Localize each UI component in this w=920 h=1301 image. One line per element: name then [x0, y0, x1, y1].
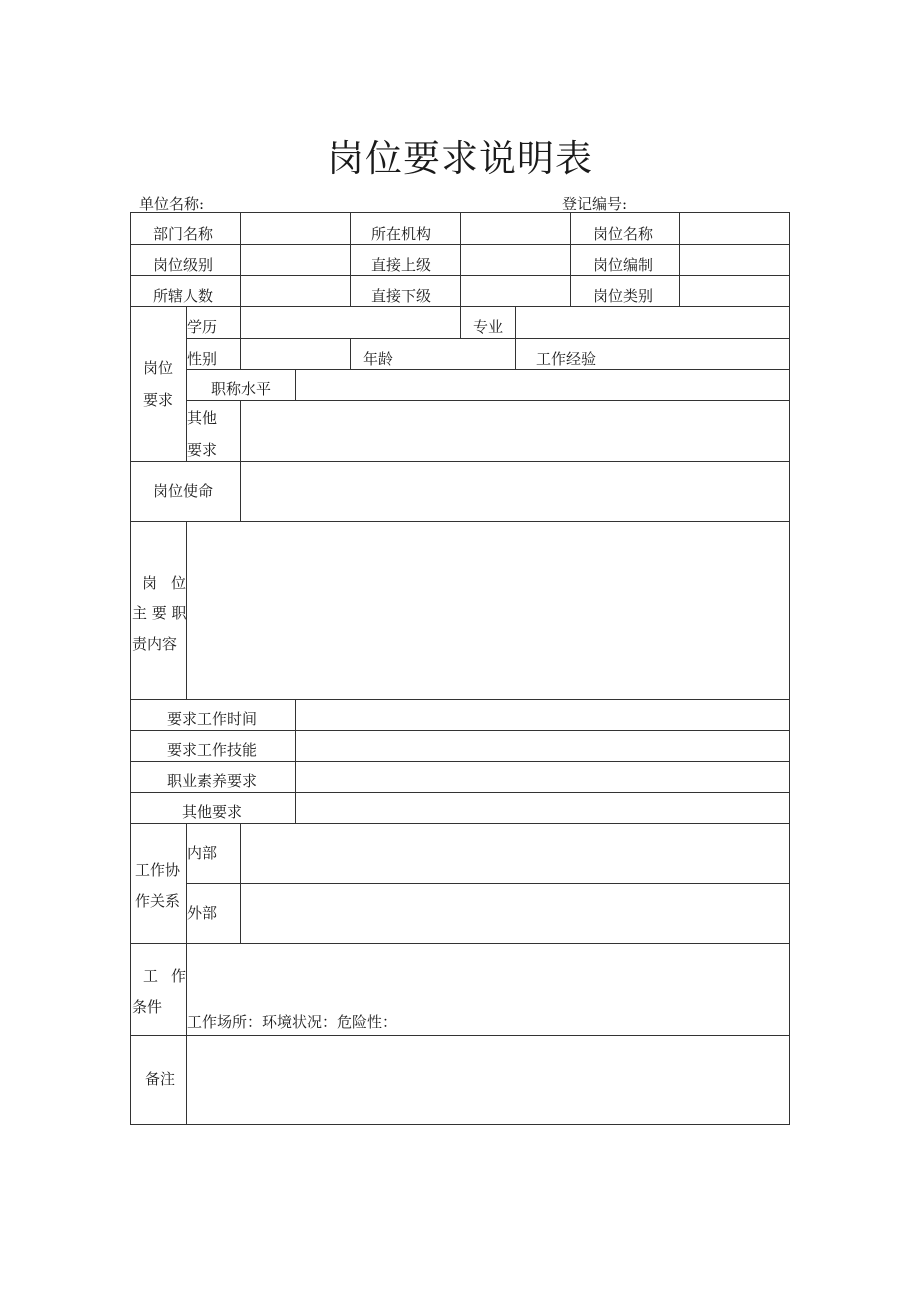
row-divider [186, 883, 789, 884]
col-divider [295, 699, 296, 823]
education-label: 学历 [187, 318, 218, 336]
row-divider [131, 461, 789, 462]
duties-label-1b: 位 [171, 574, 187, 592]
row-divider [131, 823, 789, 824]
row-divider [186, 400, 789, 401]
work-skills-label: 要求工作技能 [167, 741, 258, 759]
position-category-label: 岗位类别 [593, 287, 654, 305]
position-mission-label: 岗位使命 [153, 482, 214, 500]
department-name-label: 部门名称 [153, 225, 214, 243]
position-quota-label: 岗位编制 [593, 256, 654, 274]
col-divider [350, 338, 351, 369]
requirements-label-1: 岗位 [143, 359, 174, 377]
conditions-label-2: 条件 [132, 998, 163, 1016]
unit-name-label: 单位名称: [139, 195, 205, 213]
other-requirements-label-1: 其他 [187, 409, 218, 427]
conditions-label-1a: 工 [143, 967, 159, 985]
row-divider [186, 369, 789, 370]
work-experience-label: 工作经验 [536, 350, 597, 368]
internal-label: 内部 [187, 844, 218, 862]
col-divider [460, 306, 461, 338]
duties-label-3: 责内容 [132, 635, 178, 653]
title-level-label: 职称水平 [211, 380, 272, 398]
job-requirements-table [130, 212, 790, 1125]
col-divider [515, 306, 516, 369]
row-divider [131, 761, 789, 762]
col-divider [350, 213, 351, 306]
external-label: 外部 [187, 904, 218, 922]
cooperation-label-2: 作关系 [135, 892, 181, 910]
other-requirements-label-2: 要求 [187, 441, 218, 459]
major-label: 专业 [473, 318, 504, 336]
work-time-label: 要求工作时间 [167, 710, 258, 728]
page-title: 岗位要求说明表 [327, 137, 593, 180]
gender-label: 性别 [187, 350, 218, 368]
col-divider [570, 213, 571, 306]
duties-label-1a: 岗 [142, 574, 158, 592]
row-divider [186, 338, 789, 339]
subordinates-count-label: 所辖人数 [153, 287, 214, 305]
age-label: 年龄 [363, 350, 394, 368]
professional-quality-label: 职业素养要求 [167, 772, 258, 790]
position-level-label: 岗位级别 [153, 256, 214, 274]
col-divider [679, 213, 680, 306]
direct-subordinate-label: 直接下级 [371, 287, 432, 305]
position-name-label: 岗位名称 [593, 225, 654, 243]
row-divider [131, 699, 789, 700]
col-divider [240, 400, 241, 461]
cooperation-label-1: 工作协 [135, 861, 181, 879]
direct-superior-label: 直接上级 [371, 256, 432, 274]
col-divider [240, 306, 241, 369]
row-divider [131, 521, 789, 522]
conditions-label-1b: 作 [171, 967, 187, 985]
work-other-label: 其他要求 [182, 803, 243, 821]
col-divider [295, 369, 296, 400]
col-divider [186, 823, 187, 1125]
row-divider [131, 730, 789, 731]
remarks-label: 备注 [145, 1070, 176, 1088]
row-divider [131, 792, 789, 793]
col-divider [240, 461, 241, 521]
col-divider [460, 213, 461, 306]
col-divider [240, 823, 241, 943]
conditions-content: 工作场所：环境状况：危险性： [187, 1013, 398, 1031]
row-divider [131, 943, 789, 944]
col-divider [240, 213, 241, 306]
organization-label: 所在机构 [371, 225, 432, 243]
row-divider [131, 1035, 789, 1036]
registration-number-label: 登记编号: [562, 195, 628, 213]
duties-label-2: 主 要 职 [132, 604, 187, 622]
requirements-label-2: 要求 [143, 391, 174, 409]
